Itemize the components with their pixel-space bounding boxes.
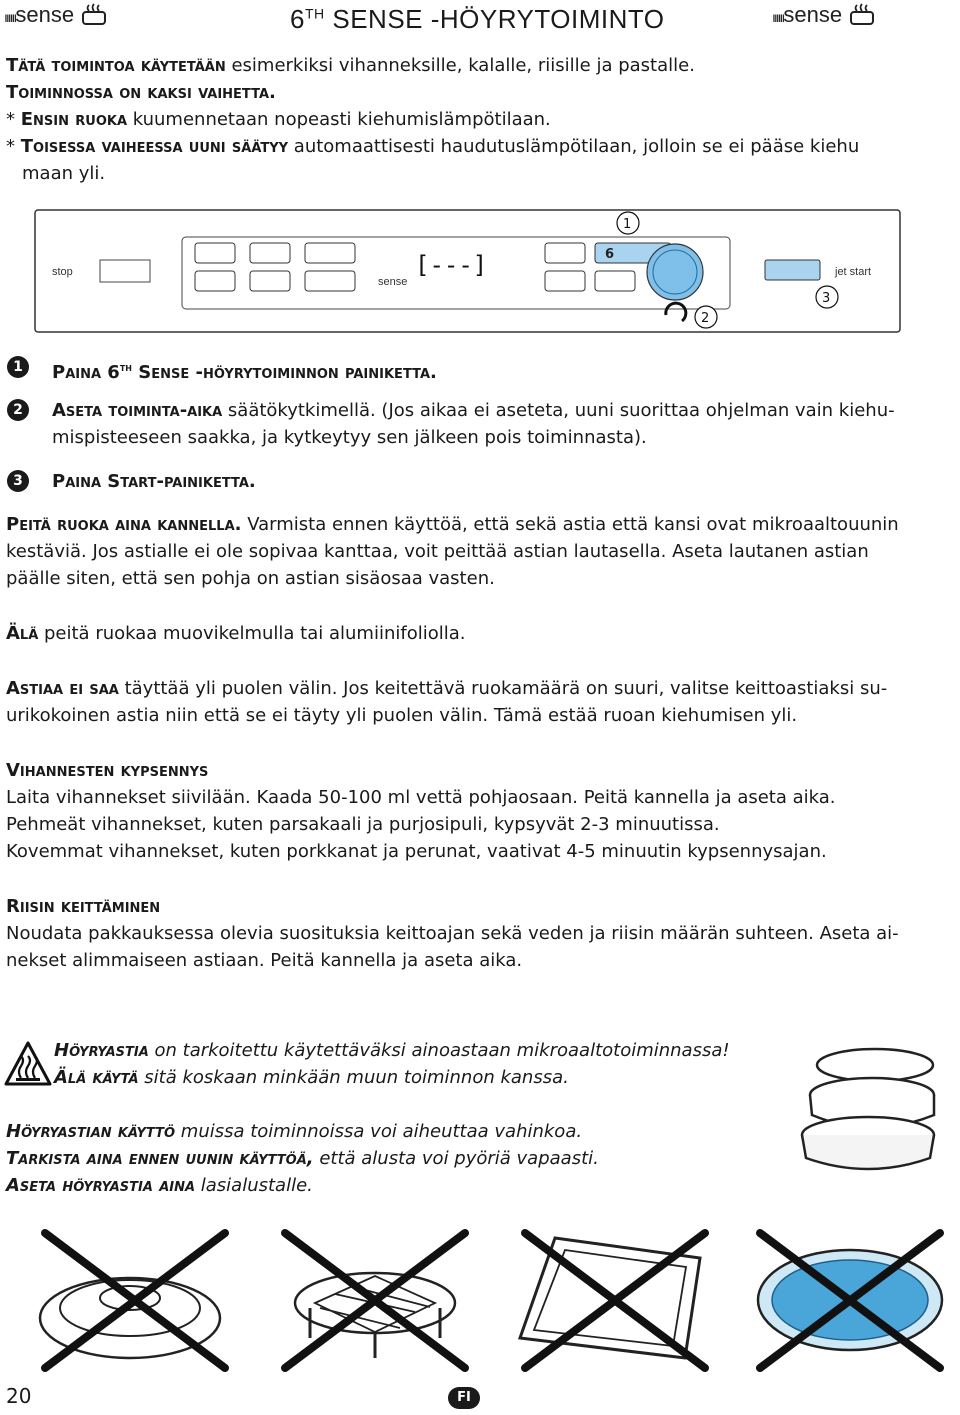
vegetables-section: Vihannesten kypsennys Laita vihannekset siivilään. Kaada 50-100 ml vettä pohjaosaan. Peitä kannella ja aseta aika. Pehmeät vihannekset, kuten parsakaali ja purjosipuli, kypsyvät 2-3 minuutissa. Kovemmat vihannekset, kuten porkkanat ja perunat, vaativat 4-5 minuutin kypsennysajan. <box>6 757 946 865</box>
sense-logo-left: ıııııısense <box>4 2 108 28</box>
foil-paragraph: Älä peitä ruokaa muovikelmulla tai alumiinifoliolla. <box>6 623 466 644</box>
steamer-dish-illustration <box>790 1040 950 1180</box>
sense-logo-right: ıııııısense <box>772 2 876 28</box>
step-3-text: Paina Start-painiketta. <box>52 471 256 492</box>
vegetables-heading: Vihannesten kypsennys <box>6 760 209 781</box>
crossed-out-grill-rack <box>270 1228 480 1373</box>
step-1-badge: 1 <box>7 356 29 378</box>
intro-line-2: Toiminnossa on kaksi vaihetta. <box>6 82 276 103</box>
step-1-text: Paina 6th Sense -höyrytoiminnon painiketta. <box>52 361 437 383</box>
rice-section: Riisin keittäminen Noudata pakkauksessa olevia suosituksia keittoajan sekä veden ja riisin määrän suhteen. Aseta ai- nekset alimmaiseen astiaan. Peitä kannella ja aseta aika. <box>6 893 946 974</box>
crossed-out-crisp-plate <box>745 1228 955 1373</box>
jet-start-button-highlight <box>765 260 820 280</box>
display-readout: [---] <box>415 251 488 279</box>
display-sense-label: sense <box>378 276 408 288</box>
rice-heading: Riisin keittäminen <box>6 896 161 917</box>
callout-2: 2 <box>701 311 710 326</box>
step-2-text: Aseta toiminta-aika säätökytkimellä. (Jos aikaa ei aseteta, uuni suorittaa ohjelman vain kiehu- mispisteeseen saakka, ja kytkeytyy sen jälkeen pois toiminnasta). <box>52 400 895 448</box>
page-title: 6TH SENSE -HÖYRYTOIMINTO <box>290 4 665 34</box>
steamer-warning: Höyryastia on tarkoitettu käytettäväksi ainoastaan mikroaaltotoiminnassa! Älä käytä sitä koskaan minkään muun toiminnon kanssa. <box>54 1040 730 1088</box>
step-3-badge: 3 <box>7 470 29 492</box>
callout-1: 1 <box>623 217 632 232</box>
crossed-out-baking-tray <box>510 1228 720 1373</box>
intro-line-4: * Toisessa vaiheessa uuni säätyy automaattisesti haudutuslämpötilaan, jolloin se ei pääse kiehu <box>6 136 860 157</box>
steam-dish-icon <box>848 2 876 28</box>
hot-surface-warning-icon <box>4 1040 52 1088</box>
language-badge: FI <box>448 1387 480 1409</box>
control-panel-illustration <box>30 205 905 337</box>
steam-dish-icon <box>80 2 108 28</box>
svg-text:6: 6 <box>605 247 615 262</box>
callout-3: 3 <box>822 291 831 306</box>
intro-section <box>6 52 946 187</box>
time-dial <box>647 244 703 300</box>
intro-line-5: maan yli. <box>22 163 106 184</box>
intro-line-3: * Ensin ruoka kuumennetaan nopeasti kiehumislämpötilaan. <box>6 109 551 130</box>
intro-line-1: Tätä toimintoa käytetään esimerkiksi vihanneksille, kalalle, riisille ja pastalle. <box>6 55 695 76</box>
cover-paragraph: Peitä ruoka aina kannella. Varmista ennen käyttöä, että sekä astia että kansi ovat mikroaaltouunin kestäviä. Jos astialle ei ole sopivaa kanttaa, voit peittää astian lautasella. Aseta lautanen astian päälle siten, että sen pohja on astian sisäosaa vasten. <box>6 514 899 589</box>
fill-paragraph: Astiaa ei saa täyttää yli puolen välin. Jos keitettävä ruokamäärä on suuri, valitse keittoastiaksi su- urikokoinen astia niin että se ei täyty yli puolen välin. Tämä estää ruoan kiehumisen yli. <box>6 678 888 726</box>
stop-label: stop <box>52 266 73 278</box>
crossed-out-plate-cover <box>30 1228 240 1373</box>
usage-notes: Höyryastian käyttö muissa toiminnoissa voi aiheuttaa vahinkoa. Tarkista aina ennen uunin käyttöä, että alusta voi pyöriä vapaasti. Aseta höyryastia aina lasialustalle. <box>6 1121 599 1196</box>
jet-start-label: jet start <box>835 266 872 278</box>
step-2-badge: 2 <box>7 399 29 421</box>
page-number: 20 <box>6 1384 32 1408</box>
